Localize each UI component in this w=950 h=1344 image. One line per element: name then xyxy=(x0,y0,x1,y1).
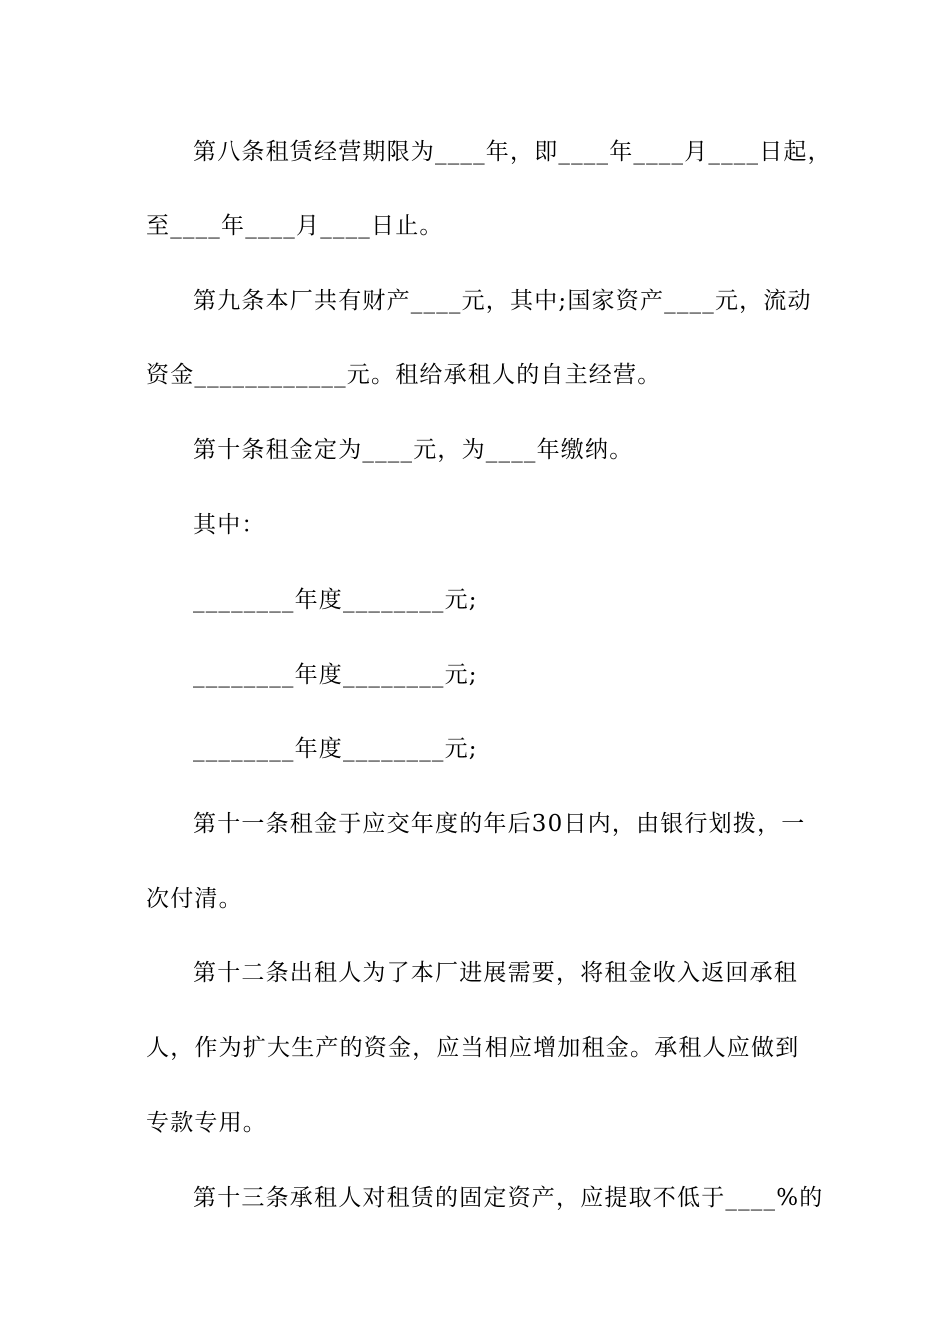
article-8-line-1: 第八条租赁经营期限为____年，即____年____月____日起， xyxy=(193,139,832,165)
annual-rent-row-1: ________年度________元; xyxy=(193,587,478,613)
article-11-line-2: 次付清。 xyxy=(146,886,243,912)
article-9-line-1: 第九条本厂共有财产____元，其中;国家资产____元，流动 xyxy=(193,288,812,314)
article-12-line-2: 人，作为扩大生产的资金，应当相应增加租金。承租人应做到 xyxy=(146,1035,800,1061)
article-12-line-3: 专款专用。 xyxy=(146,1110,267,1136)
article-12-line-1: 第十二条出租人为了本厂进展需要，将租金收入返回承租 xyxy=(193,960,798,986)
article-13-line-1: 第十三条承租人对租赁的固定资产，应提取不低于____%的 xyxy=(193,1185,824,1211)
article-8-line-2: 至____年____月____日止。 xyxy=(146,213,444,239)
article-9-line-2: 资金____________元。租给承租人的自主经营。 xyxy=(146,362,662,388)
article-11-line-1: 第十一条租金于应交年度的年后30日内，由银行划拨，一 xyxy=(193,811,806,837)
annual-rent-row-3: ________年度________元; xyxy=(193,736,478,762)
article-10-line-1: 第十条租金定为____元，为____年缴纳。 xyxy=(193,437,634,463)
annual-rent-row-2: ________年度________元; xyxy=(193,662,478,688)
article-10-qizhong: 其中： xyxy=(193,512,266,538)
